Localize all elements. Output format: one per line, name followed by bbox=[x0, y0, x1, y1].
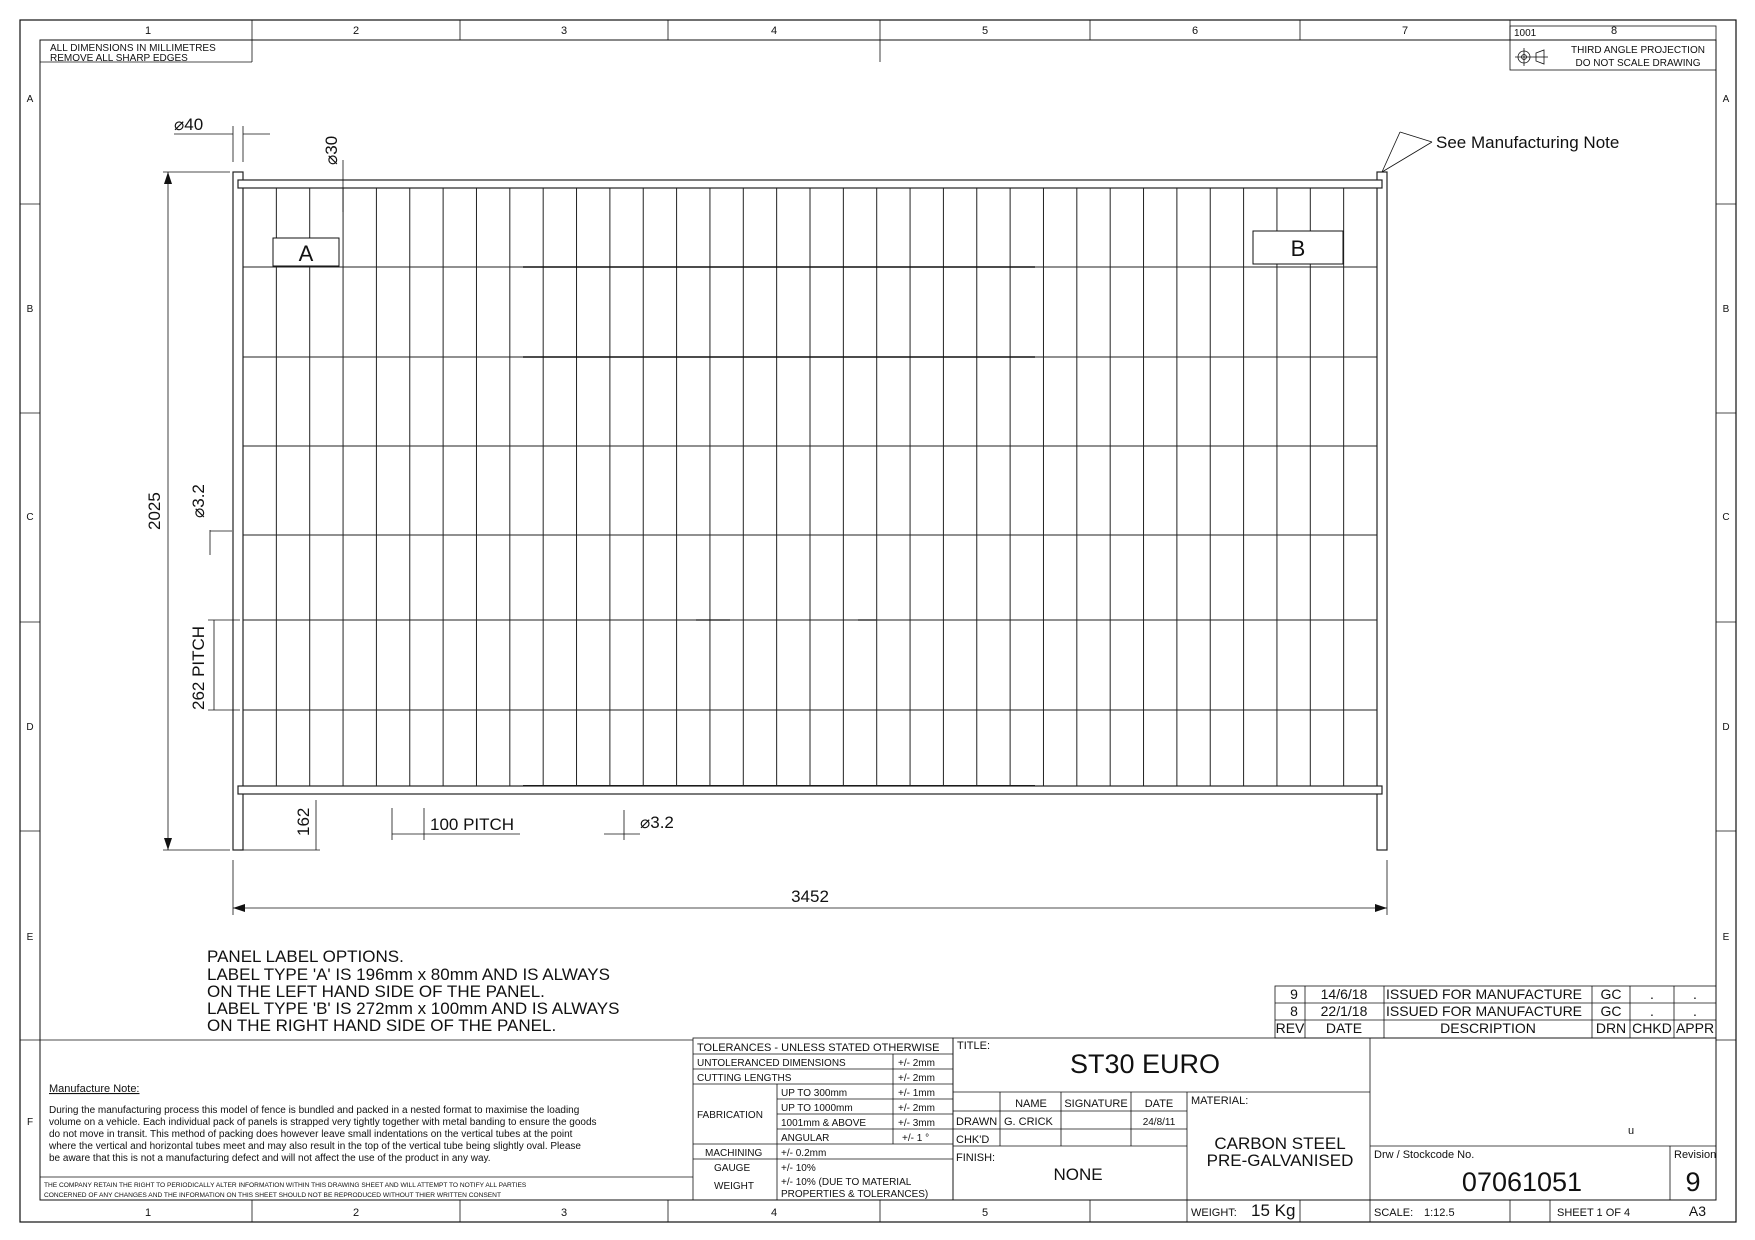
drawn-name: G. CRICK bbox=[1004, 1116, 1053, 1128]
drawn-label: DRAWN bbox=[956, 1116, 998, 1128]
tolerances-title: TOLERANCES - UNLESS STATED OTHERWISE bbox=[697, 1042, 940, 1054]
tol-value: +/- 2mm bbox=[898, 1103, 935, 1114]
row-label: B bbox=[26, 304, 34, 315]
row-label: A bbox=[26, 94, 34, 105]
col-label: 1 bbox=[144, 1207, 152, 1219]
weight-label: WEIGHT: bbox=[1191, 1207, 1237, 1219]
weight-value: 15 Kg bbox=[1251, 1201, 1296, 1220]
rev-header: CHKD bbox=[1632, 1020, 1672, 1036]
tol-value: +/- 10% bbox=[781, 1163, 816, 1174]
stockcode-number: 07061051 bbox=[1461, 1167, 1583, 1197]
scale-value: 1:12.5 bbox=[1424, 1207, 1455, 1219]
row-label: C bbox=[1722, 512, 1730, 523]
rev-chkd: . bbox=[1650, 986, 1654, 1002]
col-label: 8 bbox=[1610, 25, 1618, 37]
dimensions bbox=[145, 115, 1619, 915]
label-options-line: ON THE LEFT HAND SIDE OF THE PANEL. bbox=[207, 982, 545, 1001]
scale-label: SCALE: bbox=[1374, 1207, 1414, 1219]
tol-value: +/- 10% (DUE TO MATERIAL bbox=[781, 1177, 912, 1188]
tol-value: +/- 0.2mm bbox=[781, 1148, 827, 1159]
manufacture-note-line: where the vertical and horizontal tubes meet and may also result in the top of the vertical tube being slightly oval. Please bbox=[49, 1141, 581, 1152]
manufacture-note bbox=[40, 1040, 693, 1199]
row-label: F bbox=[26, 1117, 34, 1128]
dim-overall-height: 2025 bbox=[145, 492, 164, 530]
sheet-ref: 1001 bbox=[1514, 28, 1537, 39]
tol-value: +/- 1 ° bbox=[902, 1133, 930, 1144]
manufacture-note-line: be aware that this is not a manufacturing defect and will not affect the use of the product in any way. bbox=[49, 1153, 491, 1164]
dim-vertical-pitch: 262 PITCH bbox=[189, 625, 208, 710]
col-label: 5 bbox=[981, 1207, 989, 1219]
rev-header: DATE bbox=[1325, 1020, 1363, 1036]
column-numbers-top bbox=[145, 25, 1617, 37]
tol-label: FABRICATION bbox=[697, 1110, 763, 1121]
manufacture-note-heading: Manufacture Note: bbox=[49, 1083, 140, 1095]
col-label: 4 bbox=[770, 25, 778, 37]
mfg-note-callout: See Manufacturing Note bbox=[1436, 133, 1620, 152]
tol-value: +/- 1mm bbox=[898, 1088, 935, 1099]
tol-label: ANGULAR bbox=[781, 1133, 830, 1144]
rev-number: 8 bbox=[1290, 1003, 1298, 1019]
drawing-title: ST30 EURO bbox=[1069, 1049, 1221, 1079]
tol-value: +/- 2mm bbox=[898, 1073, 935, 1084]
col-label: 6 bbox=[1191, 25, 1199, 37]
col-label: 2 bbox=[352, 1207, 360, 1219]
rev-drn: GC bbox=[1600, 986, 1622, 1002]
sheet-size: A3 bbox=[1688, 1203, 1706, 1219]
drawn-date: 24/8/11 bbox=[1142, 1117, 1176, 1128]
tol-label: CUTTING LENGTHS bbox=[697, 1073, 792, 1084]
title-block bbox=[953, 1038, 1716, 1222]
copyright-line: THE COMPANY RETAIN THE RIGHT TO PERIODICALLY ALTER INFORMATION WITHIN THIS DRAWING SHEET AND WILL ATTEMPT TO NOTIFY ALL PARTIES bbox=[44, 1182, 527, 1189]
label-b-text: B bbox=[1290, 236, 1306, 261]
col-header-signature: SIGNATURE bbox=[1064, 1098, 1128, 1110]
col-label: 3 bbox=[560, 25, 568, 37]
col-label: 4 bbox=[770, 1207, 778, 1219]
manufacture-note-line: volume on a vehicle. Each individual pack of panels is strapped very tightly together with metal banding to ensure the goods bbox=[49, 1117, 597, 1128]
tol-label: WEIGHT bbox=[714, 1181, 754, 1192]
dim-top-diameter: ⌀30 bbox=[322, 135, 341, 165]
rev-appr: . bbox=[1693, 1003, 1697, 1019]
note-sharp-edges: REMOVE ALL SHARP EDGES bbox=[50, 53, 188, 64]
tol-label: 1001mm & ABOVE bbox=[781, 1118, 867, 1129]
vertical-wires bbox=[276, 184, 1343, 790]
tol-value: +/- 2mm bbox=[898, 1058, 935, 1069]
tol-label: UP TO 300mm bbox=[781, 1088, 848, 1099]
rev-header: APPR bbox=[1675, 1020, 1715, 1036]
logo-mark: u bbox=[1628, 1125, 1635, 1137]
revision-table bbox=[1275, 986, 1716, 1038]
finish-label: FINISH: bbox=[956, 1152, 996, 1164]
panel-label-options bbox=[207, 947, 619, 1035]
row-label: B bbox=[1722, 304, 1730, 315]
column-numbers-bottom bbox=[145, 1207, 988, 1219]
title-label: TITLE: bbox=[957, 1040, 991, 1052]
rev-description: ISSUED FOR MANUFACTURE bbox=[1386, 1003, 1583, 1019]
label-a-text: A bbox=[298, 241, 314, 266]
row-letters-left bbox=[26, 94, 33, 1128]
manufacture-note-line: During the manufacturing process this model of fence is bundled and packed in a nested format to maximise the loading bbox=[49, 1105, 580, 1116]
row-label: A bbox=[1722, 94, 1730, 105]
do-not-scale-label: DO NOT SCALE DRAWING bbox=[1575, 58, 1701, 69]
tol-value: PROPERTIES & TOLERANCES) bbox=[781, 1189, 929, 1200]
row-label: E bbox=[26, 932, 34, 943]
right-upright-tube bbox=[1377, 172, 1387, 850]
general-notes bbox=[40, 40, 880, 64]
rev-header: REV bbox=[1275, 1020, 1305, 1036]
col-label: 1 bbox=[144, 25, 152, 37]
col-header-name: NAME bbox=[1015, 1098, 1047, 1110]
row-label: D bbox=[1722, 722, 1730, 733]
tol-value: +/- 3mm bbox=[898, 1118, 935, 1129]
dim-horizontal-pitch: 100 PITCH bbox=[430, 815, 515, 834]
top-rail-tube bbox=[238, 180, 1382, 188]
col-label: 5 bbox=[981, 25, 989, 37]
dim-wire-diameter-left: ⌀3.2 bbox=[189, 484, 208, 518]
row-letters-right bbox=[1722, 94, 1729, 943]
material-label: MATERIAL: bbox=[1191, 1095, 1249, 1107]
projection-label: THIRD ANGLE PROJECTION bbox=[1571, 45, 1705, 56]
rev-chkd: . bbox=[1650, 1003, 1654, 1019]
dim-bottom-offset: 162 bbox=[294, 807, 313, 836]
tol-label: MACHINING bbox=[705, 1148, 763, 1159]
fence-panel bbox=[233, 172, 1387, 850]
third-angle-projection-icon bbox=[1515, 48, 1548, 66]
rev-date: 22/1/18 bbox=[1320, 1003, 1368, 1019]
col-label: 2 bbox=[352, 25, 360, 37]
revision-label: Revision bbox=[1674, 1149, 1717, 1161]
rev-drn: GC bbox=[1600, 1003, 1622, 1019]
row-label: D bbox=[26, 722, 34, 733]
tolerances-table bbox=[693, 1038, 953, 1200]
copyright-line: CONCERNED OF ANY CHANGES AND THE INFORMATION ON THIS SHEET SHOULD NOT BE REPRODUCED WITHOUT THIER WRITTEN CONSENT bbox=[44, 1192, 501, 1199]
col-header-date: DATE bbox=[1144, 1098, 1174, 1110]
left-upright-tube bbox=[233, 172, 243, 850]
label-options-line: ON THE RIGHT HAND SIDE OF THE PANEL. bbox=[207, 1016, 557, 1035]
manufacture-note-line: do not move in transit. This method of packing does however leave small indentations on the vertical tubes at the point bbox=[49, 1129, 573, 1140]
col-label: 3 bbox=[560, 1207, 568, 1219]
rev-header: DESCRIPTION bbox=[1440, 1020, 1536, 1036]
tol-label: GAUGE bbox=[714, 1163, 751, 1174]
finish-value: NONE bbox=[1053, 1165, 1103, 1184]
checked-label: CHK'D bbox=[956, 1134, 990, 1146]
stockcode-label: Drw / Stockcode No. bbox=[1374, 1149, 1475, 1161]
rev-number: 9 bbox=[1290, 986, 1298, 1002]
bottom-rail-tube bbox=[238, 786, 1382, 794]
label-options-heading: PANEL LABEL OPTIONS. bbox=[207, 947, 404, 966]
material-value: PRE-GALVANISED bbox=[1206, 1151, 1354, 1170]
dim-wire-diameter-bottom: ⌀3.2 bbox=[640, 813, 674, 832]
rev-header: DRN bbox=[1595, 1020, 1627, 1036]
dim-tube-diameter: ⌀40 bbox=[174, 115, 204, 134]
rev-date: 14/6/18 bbox=[1320, 986, 1368, 1002]
material-value: CARBON STEEL bbox=[1214, 1134, 1346, 1153]
label-options-line: LABEL TYPE 'B' IS 272mm x 100mm AND IS ALWAYS bbox=[207, 999, 620, 1018]
tol-label: UNTOLERANCED DIMENSIONS bbox=[697, 1058, 846, 1069]
rev-description: ISSUED FOR MANUFACTURE bbox=[1386, 986, 1583, 1002]
dim-overall-width: 3452 bbox=[791, 887, 829, 906]
col-label: 7 bbox=[1401, 25, 1409, 37]
sheet-number: SHEET 1 OF 4 bbox=[1557, 1207, 1631, 1219]
rev-appr: . bbox=[1693, 986, 1697, 1002]
revision-number: 9 bbox=[1685, 1167, 1701, 1197]
row-label: E bbox=[1722, 932, 1730, 943]
note-dimensions-mm: ALL DIMENSIONS IN MILLIMETRES bbox=[50, 43, 216, 54]
tol-label: UP TO 1000mm bbox=[781, 1103, 853, 1114]
row-label: C bbox=[26, 512, 34, 523]
label-options-line: LABEL TYPE 'A' IS 196mm x 80mm AND IS ALWAYS bbox=[207, 965, 610, 984]
